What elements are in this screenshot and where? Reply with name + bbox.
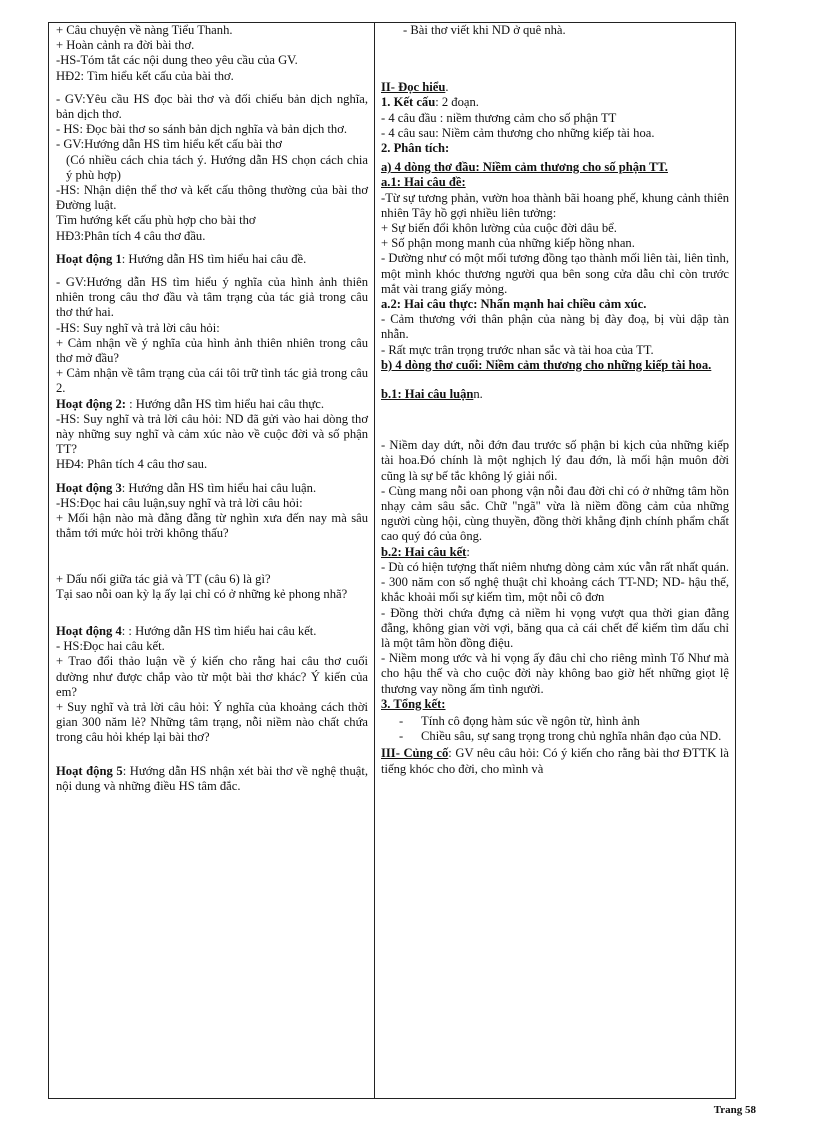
text-line: - 4 câu đầu : niềm thương cảm cho số phận TT	[381, 110, 617, 125]
structure-line: 1. Kết cấu: 2 đoạn.	[381, 95, 479, 110]
part-b1-heading: b.1: Hai câu luậnn.	[381, 387, 483, 402]
text-line: + Mối hận nào mà đằng đẵng từ nghìn xưa đến nay mà sâu thẳm tới mức hỏi trời không thấu?	[56, 511, 368, 541]
lesson-content-column	[375, 23, 735, 1098]
activity-text: : Hướng dẫn HS tìm hiểu hai câu thực.	[129, 396, 324, 411]
text-line: HĐ2: Tìm hiểu kết cấu của bài thơ.	[56, 68, 234, 83]
teacher-student-activities-column	[49, 23, 375, 1098]
text-line: + Câu chuyện về nàng Tiểu Thanh.	[56, 23, 233, 37]
activity-title: Hoạt động 3	[56, 480, 122, 495]
text-line: - Bài thơ viết khi ND ở quê nhà.	[403, 23, 566, 37]
page-number: Trang 58	[713, 1104, 756, 1116]
summary-list	[381, 714, 729, 744]
part-a1-heading: a.1: Hai câu đề:	[381, 175, 466, 190]
activity-title: Hoạt động 2:	[56, 396, 126, 411]
activity-title: Hoạt động 5	[56, 763, 123, 778]
activity-1	[56, 252, 368, 267]
text-line: + Dấu nối giữa tác giả và TT (câu 6) là gì?	[56, 571, 271, 586]
text-line: - Đồng thời chứa đựng cả niềm hi vọng vượt qua thời gian đằng đẵng, không gian vời vợi, băng qua cả cái chết để kiếm tìm dấu chỉ là một tâm hồn đồng điệu.	[381, 605, 729, 650]
text-line: + Suy nghĩ và trả lời câu hỏi: Ý nghĩa của khoảng cách thời gian 300 năm lẻ? Những tâm trạng, nỗi niềm nào chất chứa trong câu hỏi khép lại bài thơ?	[56, 699, 368, 745]
text-line: - 4 câu sau: Niềm cảm thương cho những kiếp tài hoa.	[381, 125, 655, 140]
activity-text: : : Hướng dẫn HS tìm hiểu hai câu kết.	[121, 623, 317, 638]
activity-title: Hoạt động 4	[56, 623, 122, 638]
part-b-heading: b) 4 dòng thơ cuối: Niềm cảm thương cho những kiếp tài hoa.	[381, 357, 712, 372]
text-line: - Cùng mang nỗi oan phong vận nỗi đau đời chỉ có ở những tâm hồn nhạy cảm sâu sắc. Chữ "ngã" vừa là niềm đồng cảm của những người cùng hội, cùng thuyền, đồng thời khẳng định chính phẩm chất cao quý đó của ông.	[381, 483, 729, 544]
text-line: - Rất mực trân trọng trước nhan sắc và tài hoa của TT.	[381, 342, 654, 357]
activity-5	[56, 764, 368, 794]
text-line: - Niềm day dứt, nỗi đớn đau trước số phận bi kịch của những kiếp tài hoa.Đó chính là một nghịch lý đau đớn, là mối hận muôn đời cũng là sự bế tắc không lý giải nổi.	[381, 438, 729, 483]
text-line: - Dường như có một mối tương đồng tạo thành mối liên tài, liên tình, một mình khóc thương người qua bên song cửa dẫu chỉ còn trước mắt vài trang giấy mỏng.	[381, 251, 729, 296]
text-line: + Trao đổi thảo luận về ý kiến cho rằng hai câu thơ cuối dường như được chắp vào từ một bài thơ khác? Ý kiến của em?	[56, 654, 368, 699]
text-line: + Sự biến đổi khôn lường của cuộc đời dâu bể.	[381, 221, 617, 236]
summary-heading: 3. Tổng kết:	[381, 696, 446, 711]
text-line: - 300 năm con số nghệ thuật chỉ khoảng cách TT-ND; ND- hậu thế, khắc khoải mối sự kiếm tìm, một nỗi cô đơn	[381, 575, 729, 605]
text-line: + Số phận mong manh của những kiếp hồng nhan.	[381, 236, 635, 251]
text-line: Tìm hướng kết cấu phù hợp cho bài thơ	[56, 213, 256, 228]
list-item: - Tính cô đọng hàm súc về ngôn từ, hình ảnh	[421, 714, 729, 729]
part-b2-heading: b.2: Hai câu kết:	[381, 544, 470, 559]
text-line: - GV:Hướng dẫn HS tìm hiểu ý nghĩa của hình ảnh thiên nhiên trong câu thơ đầu và tâm trạng của tác giả trong câu thơ thứ hai.	[56, 275, 368, 320]
text-line: - Niềm mong ước và hi vọng ấy đâu chỉ cho riêng mình Tố Như mà cho hậu thế và cho cuộc đời này không bao giờ hết những giọt lệ thương vay nồng ấm tình người.	[381, 651, 729, 696]
list-item: - Chiều sâu, sự sang trọng trong chủ nghĩa nhân đạo của ND.	[421, 729, 729, 744]
text-line: + Cảm nhận về tâm trạng của cái tôi trữ tình tác giả trong câu 2.	[56, 366, 368, 396]
activity-2	[56, 397, 368, 412]
text-line: - HS: Đọc bài thơ so sánh bản dịch nghĩa và bản dịch thơ.	[56, 122, 348, 137]
text-line: -Từ sự tương phản, vườn hoa thành bãi hoang phế, khung cảnh thiên nhiên Tây hồ gợi nhiều liên tưởng:	[381, 190, 729, 220]
part-a-heading: a) 4 dòng thơ đầu: Niềm cảm thương cho số phận TT.	[381, 160, 668, 175]
text-line: -HS: Suy nghĩ và trả lời câu hỏi: ND đã gửi vào hai dòng thơ này những suy nghĩ và cảm xúc nào về cuộc đời và số phận TT?	[56, 411, 368, 457]
analysis-heading: 2. Phân tích:	[381, 141, 450, 156]
consolidation-paragraph: III- Củng cố: GV nêu câu hỏi: Có ý kiến cho rằng bài thơ ĐTTK là tiếng khóc cho đời, cho mình và	[381, 746, 729, 776]
activity-3	[56, 481, 368, 496]
part-a2-heading: a.2: Hai câu thực: Nhấn mạnh hai chiều cảm xúc.	[381, 297, 647, 312]
text-line: -HS: Nhận diện thể thơ và kết cấu thông thường của bài thơ Đường luật.	[56, 183, 368, 213]
text-line: - Dù có hiện tượng thất niêm nhưng dòng cảm xúc vẫn rất nhất quán.	[381, 559, 730, 574]
text-line: - HS:Đọc hai câu kết.	[56, 639, 165, 654]
text-line: HĐ4: Phân tích 4 câu thơ sau.	[56, 457, 208, 472]
text-line: (Có nhiều cách chia tách ý. Hướng dẫn HS chọn cách chia ý phù hợp)	[66, 152, 368, 182]
text-line: + Cảm nhận về ý nghĩa của hình ảnh thiên nhiên trong câu thơ mở đầu?	[56, 335, 368, 366]
text-line: -HS: Suy nghĩ và trả lời câu hỏi:	[56, 320, 220, 335]
text-line: - GV:Hướng dẫn HS tìm hiểu kết cấu bài thơ	[56, 137, 282, 152]
text-line: Tại sao nỗi oan kỳ lạ ấy lại chỉ có ở những kẻ phong nhã?	[56, 586, 348, 601]
text-line: + Hoàn cảnh ra đời bài thơ.	[56, 38, 195, 53]
activity-4	[56, 624, 368, 639]
text-line: -HS-Tóm tắt các nội dung theo yêu cầu của GV.	[56, 53, 298, 68]
text-line: HĐ3:Phân tích 4 câu thơ đầu.	[56, 228, 206, 243]
activity-title: Hoạt động 1	[56, 251, 122, 266]
text-line: - Cảm thương với thân phận của nàng bị đày đoạ, bị vùi dập tàn nhẫn.	[381, 312, 729, 342]
lesson-plan-table	[48, 22, 736, 1099]
activity-text: : Hướng dẫn HS tìm hiểu hai câu luận.	[121, 480, 317, 495]
text-line: - GV:Yêu cầu HS đọc bài thơ và đối chiếu bản dịch nghĩa, bản dịch thơ.	[56, 91, 368, 122]
section-2-heading: II- Đọc hiểu.	[381, 80, 449, 95]
text-line: -HS:Đọc hai câu luận,suy nghĩ và trả lời câu hỏi:	[56, 495, 303, 510]
activity-text: : Hướng dẫn HS tìm hiểu hai câu đề.	[121, 251, 307, 266]
activity-text: : Hướng dẫn HS nhận xét bài thơ về nghệ thuật, nội dung và những điều HS tâm đắc.	[56, 763, 369, 793]
